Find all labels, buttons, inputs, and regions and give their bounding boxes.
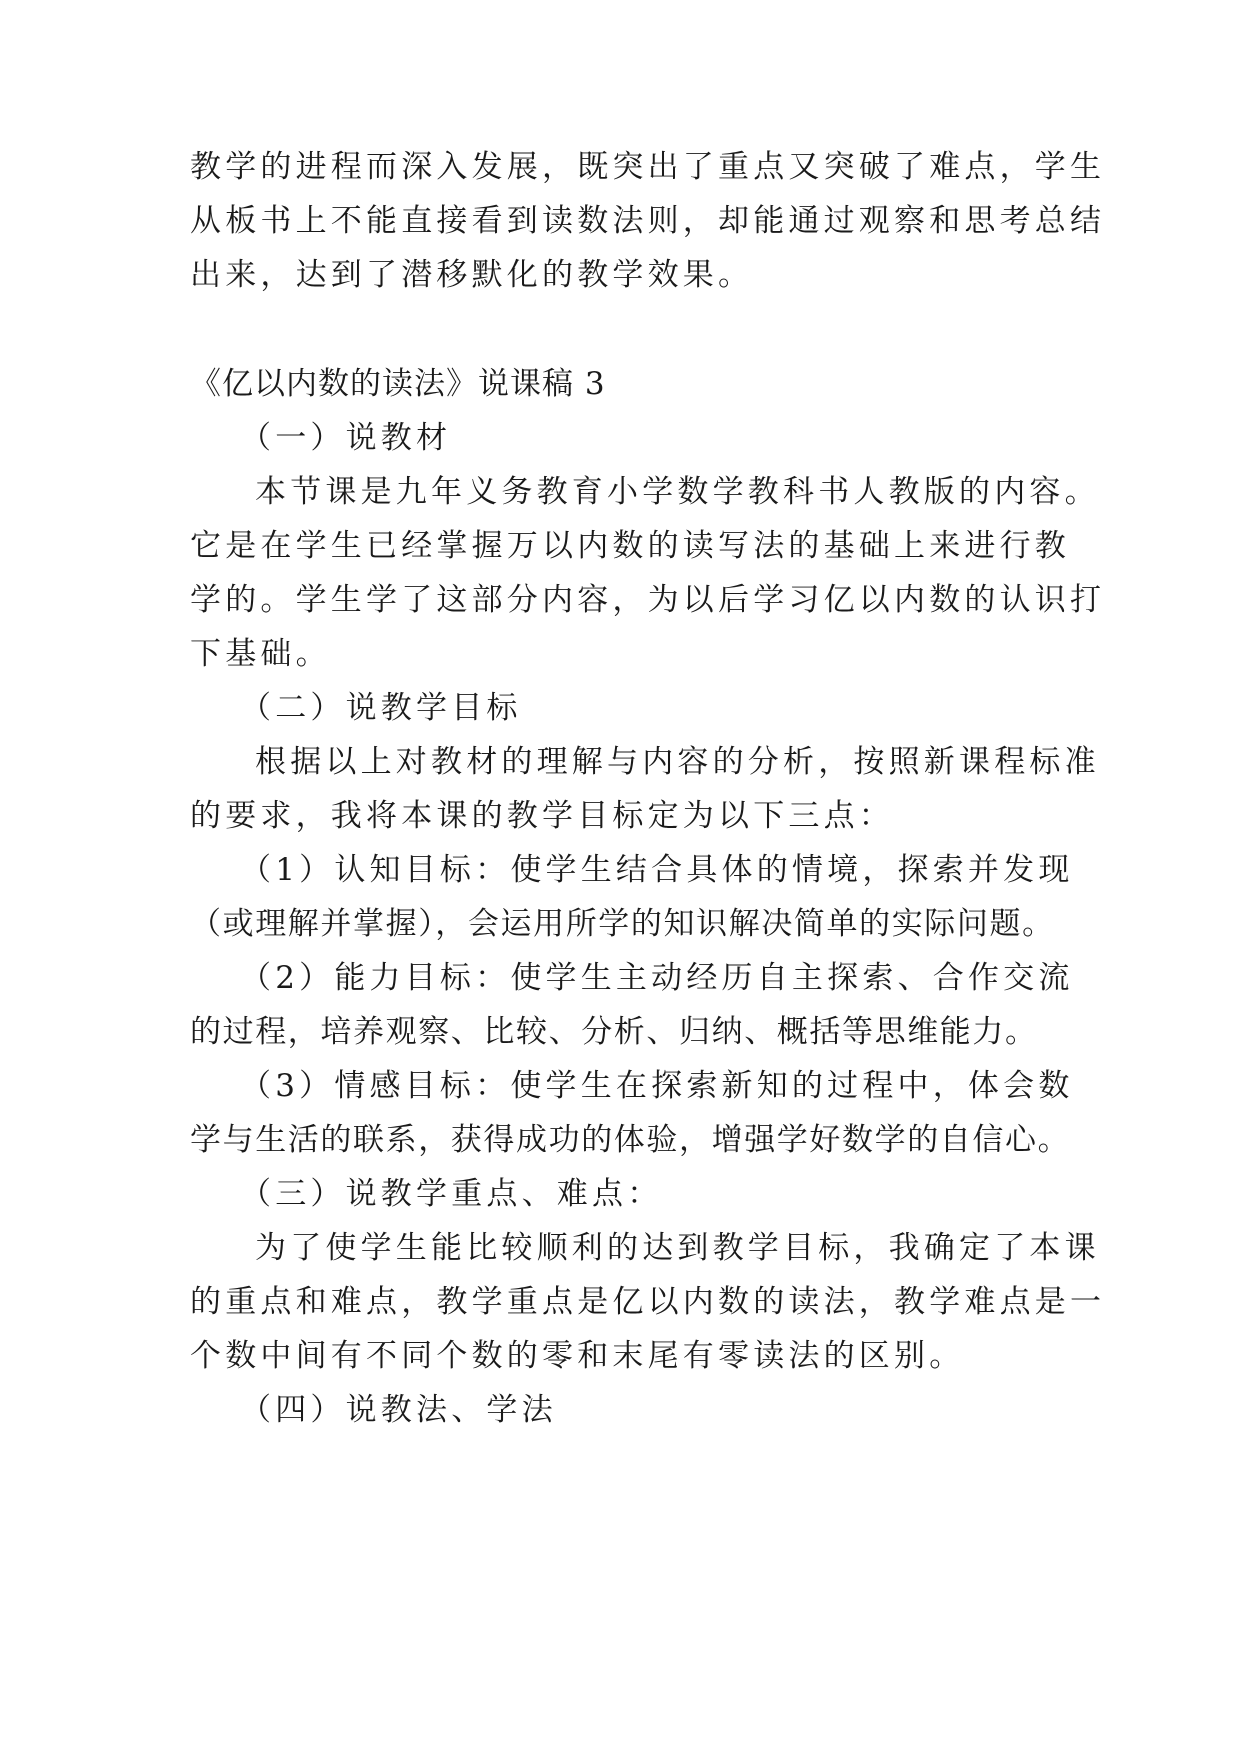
goal-emotion: （3）情感目标：使学生在探索新知的过程中，体会数 xyxy=(240,1068,1074,1104)
text-line: 的过程，培养观察、比较、分析、归纳、概括等思维能力。 xyxy=(190,1014,1038,1050)
text-line: 本节课是九年义务教育小学数学教科书人教版的内容。 xyxy=(255,474,1100,510)
text-line: 个数中间有不同个数的零和末尾有零读法的区别。 xyxy=(190,1338,965,1374)
text-line: 出来，达到了潜移默化的教学效果。 xyxy=(190,257,754,293)
text-line: （或理解并掌握），会运用所学的知识解决简单的实际问题。 xyxy=(190,906,1055,942)
text-line: 下基础。 xyxy=(190,636,331,672)
text-line: 从板书上不能直接看到读数法则，却能通过观察和思考总结 xyxy=(190,203,1106,239)
heading-methods: （四）说教法、学法 xyxy=(240,1392,557,1428)
heading-textbook: （一）说教材 xyxy=(240,420,452,456)
text-line: 它是在学生已经掌握万以内数的读写法的基础上来进行教 xyxy=(190,528,1070,564)
heading-key-points: （三）说教学重点、难点： xyxy=(240,1176,663,1212)
text-line: 的要求，我将本课的教学目标定为以下三点： xyxy=(190,798,894,834)
text-line: 的重点和难点，教学重点是亿以内数的读法，教学难点是一 xyxy=(190,1284,1106,1320)
text-line: 根据以上对教材的理解与内容的分析，按照新课程标准 xyxy=(255,744,1100,780)
goal-cognitive: （1）认知目标：使学生结合具体的情境，探索并发现 xyxy=(240,852,1074,888)
text-line: 为了使学生能比较顺利的达到教学目标，我确定了本课 xyxy=(255,1230,1100,1266)
text-line: 教学的进程而深入发展，既突出了重点又突破了难点，学生 xyxy=(190,149,1106,185)
goal-ability: （2）能力目标：使学生主动经历自主探索、合作交流 xyxy=(240,960,1074,996)
heading-goals: （二）说教学目标 xyxy=(240,690,522,726)
text-line: 学的。学生学了这部分内容，为以后学习亿以内数的认识打 xyxy=(190,582,1106,618)
text-line: 学与生活的联系，获得成功的体验，增强学好数学的自信心。 xyxy=(190,1122,1071,1158)
section-title: 《亿以内数的读法》说课稿 3 xyxy=(190,366,606,402)
